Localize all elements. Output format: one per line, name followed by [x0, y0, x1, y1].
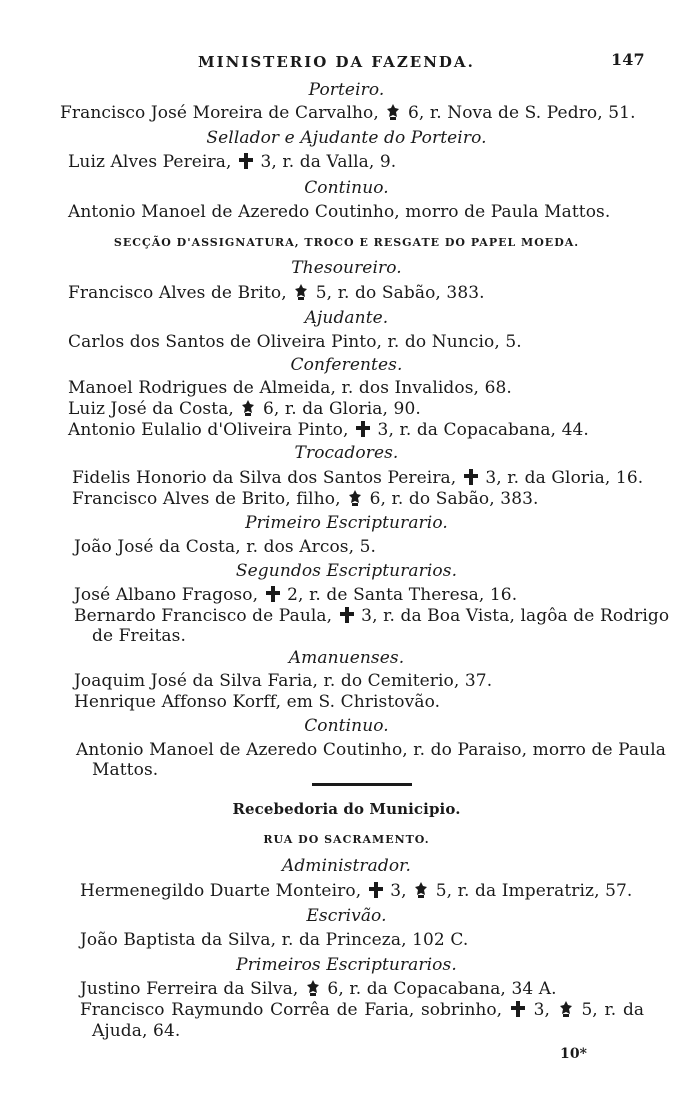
entry-amanuense: Henrique Affonso Korff, em S. Christovão. — [74, 692, 441, 712]
heading-amanuenses: Amanuenses. — [288, 648, 405, 668]
order-cross-icon — [356, 421, 370, 437]
entry-primeiro-escripturario — [80, 979, 557, 999]
entry-detail: 6, r. do Sabão, 383. — [369, 489, 539, 509]
heading-sellador: Sellador e Ajudante do Porteiro. — [206, 128, 487, 148]
entry-continuation: Mattos. — [92, 760, 159, 780]
signature-mark: 10* — [560, 1046, 588, 1062]
heading-primeiros-escripturarios: Primeiros Escripturarios. — [236, 955, 457, 975]
heading-administrador: Administrador. — [281, 856, 412, 876]
section-title-assignatura: SECÇÃO D'ASSIGNATURA, TROCO E RESGATE DO PAPEL MOEDA. — [113, 236, 580, 249]
entry-name: Bernardo Francisco de Paula, — [74, 606, 333, 626]
entry-trocador — [72, 489, 539, 509]
entry-detail: 3, — [390, 881, 407, 901]
entry-conferente: Manoel Rodrigues de Almeida, r. dos Invalidos, 68. — [68, 378, 512, 398]
order-cross-icon — [239, 153, 253, 169]
entry-name: Francisco Alves de Brito, filho, — [72, 489, 341, 509]
heading-thesoureiro: Thesoureiro. — [291, 258, 402, 278]
heading-conferentes: Conferentes. — [290, 355, 403, 375]
entry-primeiro-escripturario: João José da Costa, r. dos Arcos, 5. — [74, 537, 377, 557]
entry-name: Antonio Eulalio d'Oliveira Pinto, — [68, 420, 349, 440]
entry-continuo: Antonio Manoel de Azeredo Coutinho, morro de Paula Mattos. — [68, 202, 611, 222]
entry-name: José Albano Fragoso, — [74, 585, 259, 605]
entry-detail: 5, r. do Sabão, 383. — [315, 283, 485, 303]
section-street: RUA DO SACRAMENTO. — [263, 833, 430, 846]
entry-trocador — [72, 468, 643, 488]
entry-detail: 6, r. da Copacabana, 34 A. — [327, 979, 557, 999]
entry-sellador — [68, 152, 396, 172]
entry-primeiro-escripturario — [80, 1000, 644, 1020]
order-rose-icon — [306, 980, 320, 996]
heading-continuo: Continuo. — [304, 716, 389, 736]
heading-segundos-escripturarios: Segundos Escripturarios. — [235, 561, 458, 581]
order-rose-icon — [294, 284, 308, 300]
heading-continuo: Continuo. — [304, 178, 389, 198]
entry-continuo: Antonio Manoel de Azeredo Coutinho, r. do Paraiso, morro de Paula — [76, 740, 666, 760]
entry-name: Fidelis Honorio da Silva dos Santos Pereira, — [72, 468, 457, 488]
entry-conferente — [68, 399, 421, 419]
section-divider-rule — [312, 783, 412, 786]
entry-detail: 5, r. da — [581, 1000, 644, 1020]
entry-detail: 6, r. Nova de S. Pedro, 51. — [407, 103, 636, 123]
order-cross-icon — [369, 882, 383, 898]
entry-name: Hermenegildo Duarte Monteiro, — [80, 881, 362, 901]
entry-ajudante: Carlos dos Santos de Oliveira Pinto, r. do Nuncio, 5. — [68, 332, 522, 352]
entry-detail: 3, r. da Gloria, 16. — [485, 468, 644, 488]
order-cross-icon — [464, 469, 478, 485]
heading-escrivao: Escrivão. — [306, 906, 387, 926]
entry-name: Francisco Alves de Brito, — [68, 283, 287, 303]
section-title-recebedoria: Recebedoria do Municipio. — [232, 800, 461, 818]
entry-segundo-escripturario — [74, 585, 517, 605]
entry-continuation: de Freitas. — [92, 626, 186, 646]
entry-escrivao: João Baptista da Silva, r. da Princeza, 102 C. — [80, 930, 469, 950]
heading-porteiro: Porteiro. — [308, 80, 385, 100]
entry-name: Justino Ferreira da Silva, — [80, 979, 299, 999]
heading-trocadores: Trocadores. — [294, 443, 399, 463]
running-head-title: MINISTERIO DA FAZENDA. — [198, 53, 475, 71]
entry-conferente — [68, 420, 589, 440]
entry-thesoureiro — [68, 283, 485, 303]
order-cross-icon — [266, 586, 280, 602]
entry-detail: 5, r. da Imperatriz, 57. — [435, 881, 633, 901]
entry-detail: 3, — [533, 1000, 550, 1020]
page-number: 147 — [611, 50, 645, 69]
order-rose-icon — [559, 1001, 573, 1017]
entry-name: Luiz José da Costa, — [68, 399, 234, 419]
order-rose-icon — [241, 400, 255, 416]
entry-amanuense: Joaquim José da Silva Faria, r. do Cemiterio, 37. — [74, 671, 493, 691]
entry-administrador — [80, 881, 632, 901]
heading-ajudante: Ajudante. — [304, 308, 389, 328]
entry-name: Luiz Alves Pereira, — [68, 152, 232, 172]
heading-primeiro-escripturario: Primeiro Escripturario. — [245, 513, 448, 533]
order-rose-icon — [348, 490, 362, 506]
entry-name: Francisco Raymundo Corrêa de Faria, sobrinho, — [80, 1000, 502, 1020]
order-cross-icon — [511, 1001, 525, 1017]
entry-detail: 6, r. da Gloria, 90. — [262, 399, 421, 419]
entry-detail: 3, r. da Copacabana, 44. — [377, 420, 589, 440]
order-rose-icon — [414, 882, 428, 898]
entry-name: Francisco José Moreira de Carvalho, — [60, 103, 379, 123]
order-cross-icon — [340, 607, 354, 623]
entry-porteiro — [60, 103, 636, 123]
entry-continuation: Ajuda, 64. — [92, 1021, 181, 1041]
entry-detail: 3, r. da Boa Vista, lagôa de Rodrigo — [361, 606, 670, 626]
entry-detail: 3, r. da Valla, 9. — [260, 152, 397, 172]
order-rose-icon — [386, 104, 400, 120]
entry-detail: 2, r. de Santa Theresa, 16. — [287, 585, 518, 605]
entry-segundo-escripturario — [74, 606, 669, 626]
